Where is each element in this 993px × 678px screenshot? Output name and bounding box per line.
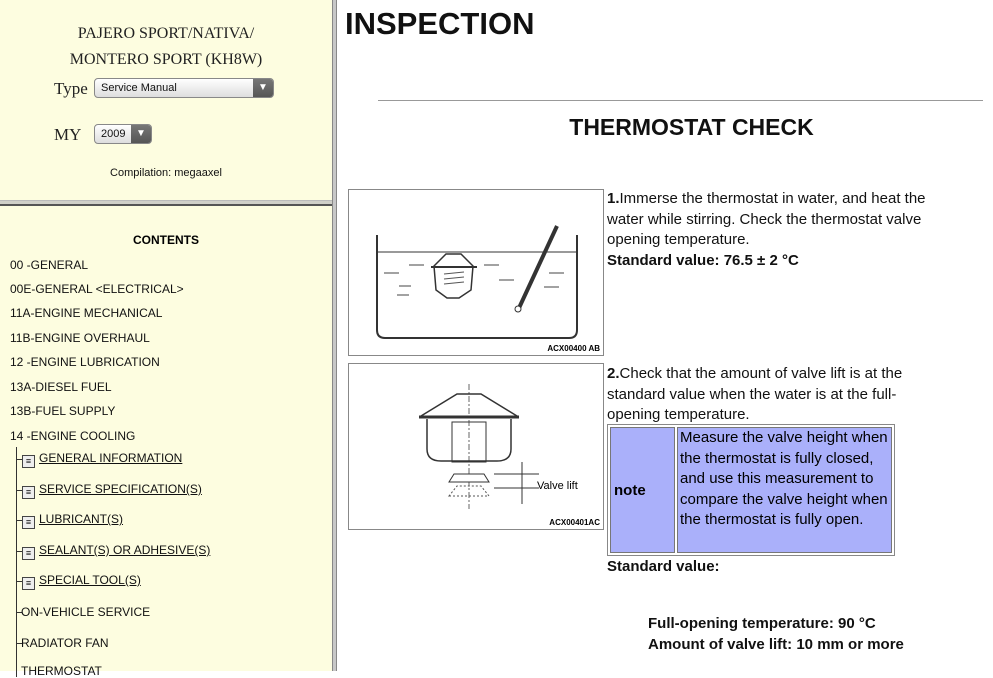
- sidebar: [0, 0, 332, 678]
- content-frame: [345, 0, 993, 671]
- type-select[interactable]: [94, 78, 274, 98]
- toc-subitem[interactable]: [22, 451, 182, 468]
- standard-value-label: Standard value:: [607, 558, 720, 575]
- standard-value: Standard value: 76.5 ± 2 °C: [607, 251, 799, 269]
- toc-item[interactable]: 14 -ENGINE COOLING: [10, 429, 136, 443]
- my-select[interactable]: [94, 124, 152, 144]
- document-icon: ≡: [22, 577, 35, 590]
- type-label: Type: [54, 79, 88, 98]
- toc-item[interactable]: 11A-ENGINE MECHANICAL: [10, 306, 163, 320]
- toc-subitem[interactable]: THERMOSTAT: [21, 664, 102, 678]
- contents-heading: CONTENTS: [133, 233, 199, 247]
- figure-caption: ACX00401AC: [549, 518, 600, 527]
- document-icon: ≡: [22, 516, 35, 529]
- thermostat-water-illustration: [349, 190, 605, 357]
- toc-subitem[interactable]: [22, 512, 123, 529]
- step-number: 2.: [607, 365, 620, 382]
- toc-subitem[interactable]: [22, 543, 210, 560]
- model-selector-panel: [0, 0, 332, 200]
- valve-lift-illustration: [349, 364, 605, 531]
- toc-link[interactable]: SEALANT(S) OR ADHESIVE(S): [39, 543, 211, 557]
- note-text: Measure the valve height when the thermostat is fully closed, and use this measurement to compare the valve height when the thermostat is fully open.: [677, 427, 892, 553]
- toc-item[interactable]: 00 -GENERAL: [10, 258, 89, 272]
- valve-lift-amount: Amount of valve lift: 10 mm or more: [648, 636, 904, 653]
- step-text: Check that the amount of valve lift is at the standard value when the water is at the full-opening temperature.: [607, 365, 903, 423]
- my-select-value: 2009: [101, 128, 126, 140]
- note-table: [607, 424, 895, 556]
- toc-subitem[interactable]: [22, 573, 141, 590]
- model-title-line2: MONTERO SPORT (KH8W): [69, 51, 263, 68]
- toc-link[interactable]: SPECIAL TOOL(S): [39, 573, 141, 587]
- toc-subitem[interactable]: RADIATOR FAN: [21, 636, 109, 650]
- section-title: THERMOSTAT CHECK: [569, 114, 814, 140]
- frame-splitter[interactable]: [332, 0, 337, 671]
- toc-item[interactable]: 13A-DIESEL FUEL: [10, 380, 112, 394]
- chevron-down-icon: ▼: [253, 79, 273, 97]
- full-opening-temperature: Full-opening temperature: 90 °C: [648, 615, 876, 632]
- toc-subitem[interactable]: ON-VEHICLE SERVICE: [21, 605, 151, 619]
- chevron-down-icon: ▼: [131, 125, 151, 143]
- step-1: [607, 189, 937, 271]
- type-select-value: Service Manual: [101, 82, 177, 94]
- model-title-line1: PAJERO SPORT/NATIVA/: [77, 25, 255, 42]
- document-icon: ≡: [22, 547, 35, 560]
- compilation-text: Compilation: megaaxel: [110, 167, 222, 179]
- valve-lift-label: Valve lift: [537, 480, 578, 492]
- toc-item[interactable]: 13B-FUEL SUPPLY: [10, 404, 116, 418]
- toc-subitem[interactable]: [22, 482, 202, 499]
- panel-splitter[interactable]: [0, 200, 332, 206]
- toc-item[interactable]: 11B-ENGINE OVERHAUL: [10, 331, 150, 345]
- figure-valve-lift: [348, 363, 604, 530]
- my-label: MY: [54, 125, 82, 144]
- toc-link[interactable]: SERVICE SPECIFICATION(S): [39, 482, 202, 496]
- page-title: INSPECTION: [345, 6, 535, 41]
- document-icon: ≡: [22, 455, 35, 468]
- document-icon: ≡: [22, 486, 35, 499]
- toc-link[interactable]: GENERAL INFORMATION: [39, 451, 183, 465]
- step-2: [607, 364, 937, 426]
- toc-item[interactable]: 12 -ENGINE LUBRICATION: [10, 355, 160, 369]
- figure-caption: ACX00400 AB: [547, 344, 600, 353]
- step-number: 1.: [607, 190, 620, 207]
- divider: [378, 100, 983, 101]
- figure-thermostat-in-water: [348, 189, 604, 356]
- toc-link[interactable]: LUBRICANT(S): [39, 512, 124, 526]
- toc-item[interactable]: 00E-GENERAL <ELECTRICAL>: [10, 282, 184, 296]
- step-text: Immerse the thermostat in water, and heat the water while stirring. Check the thermostat valve opening temperature.: [607, 190, 926, 248]
- note-label: note: [610, 427, 675, 553]
